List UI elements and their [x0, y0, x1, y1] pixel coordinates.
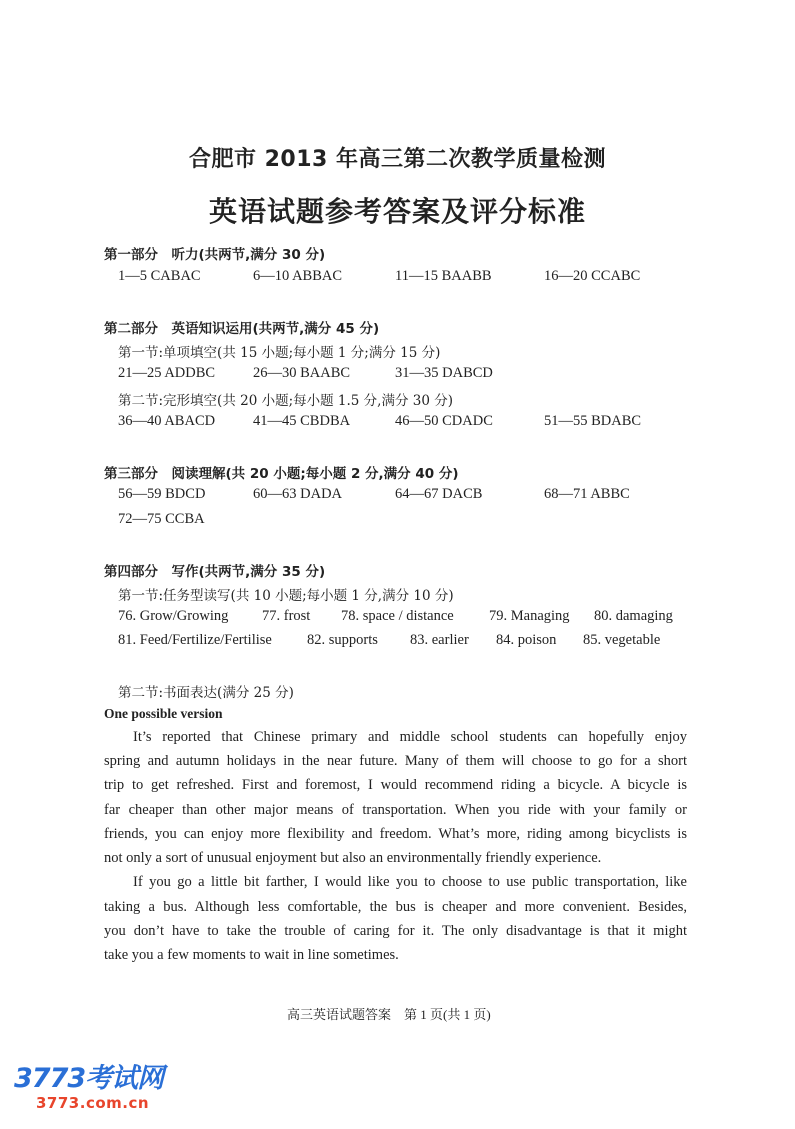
part4-sec2-label: 第二节:书面表达(满分 25 分): [118, 685, 294, 701]
essay-line: trip to get refreshed. First and foremost, I would recommend riding a bicycle. A bicycle is: [104, 777, 687, 793]
essay-line: far cheaper than other major means of transportation. When you ride with your family or: [104, 802, 687, 818]
part4-sec1-label: 第一节:任务型读写(共 10 小题;每小题 1 分,满分 10 分): [118, 588, 454, 604]
part2-heading: 第二部分 英语知识运用(共两节,满分 45 分): [104, 321, 380, 337]
page-footer: 高三英语试题答案 第 1 页(共 1 页): [287, 1007, 491, 1022]
essay-line: take you a few moments to wait in line sometimes.: [104, 947, 399, 963]
answer-group: 31—35 DABCD: [395, 365, 493, 381]
essay-line: spring and autumn holidays in the near future. Many of them will choose to go for a short: [104, 753, 687, 769]
answer-group: 21—25 ADDBC: [118, 365, 216, 381]
answer-item: 76. Grow/Growing: [118, 608, 229, 624]
answer-group: 64—67 DACB: [395, 486, 483, 502]
part1-heading: 第一部分 听力(共两节,满分 30 分): [104, 247, 326, 263]
answer-group: 56—59 BDCD: [118, 486, 206, 502]
answer-group: 16—20 CCABC: [544, 268, 641, 284]
part3-heading: 第三部分 阅读理解(共 20 小题;每小题 2 分,满分 40 分): [104, 466, 459, 482]
answer-group: 46—50 CDADC: [395, 413, 493, 429]
answer-item: 78. space / distance: [341, 608, 454, 624]
answer-item: 85. vegetable: [583, 632, 661, 648]
logo-url-text: 3773.com.cn: [36, 1094, 150, 1112]
answer-item: 82. supports: [307, 632, 378, 648]
part2-sec2-label: 第二节:完形填空(共 20 小题;每小题 1.5 分,满分 30 分): [118, 393, 453, 409]
site-logo[interactable]: [14, 1064, 163, 1112]
answer-group: 26—30 BAABC: [253, 365, 351, 381]
answer-group: 11—15 BAABB: [395, 268, 492, 284]
answer-item: 81. Feed/Fertilize/Fertilise: [118, 632, 272, 648]
document-title: 合肥市 2013 年高三第二次教学质量检测: [188, 147, 607, 172]
essay-line: not only a sort of unusual enjoyment but also an environmentally friendly experience.: [104, 850, 602, 866]
answer-item: 84. poison: [496, 632, 557, 648]
answer-item: 79. Managing: [489, 608, 570, 624]
answer-group: 6—10 ABBAC: [253, 268, 343, 284]
answer-group: 1—5 CABAC: [118, 268, 201, 284]
essay-line: It’s reported that Chinese primary and middle school students can hopefully enjoy: [133, 729, 687, 745]
answer-item: 80. damaging: [594, 608, 673, 624]
essay-line: If you go a little bit farther, I would like you to choose to use public transportation, like: [133, 874, 687, 890]
part2-sec1-label: 第一节:单项填空(共 15 小题;每小题 1 分;满分 15 分): [118, 345, 441, 361]
version-label: One possible version: [104, 706, 223, 721]
essay-line: taking a bus. Although less comfortable, the bus is cheaper and more convenient. Besides,: [104, 899, 687, 915]
answer-item: 83. earlier: [410, 632, 469, 648]
answer-item: 77. frost: [262, 608, 311, 624]
answer-group: 60—63 DADA: [253, 486, 343, 502]
essay-line: you don’t have to take the trouble of caring for it. The only disadvantage is that it might: [104, 923, 687, 939]
answer-group: 36—40 ABACD: [118, 413, 216, 429]
answer-group: 41—45 CBDBA: [253, 413, 351, 429]
logo-main-text: 3773考试网: [14, 1063, 164, 1094]
answer-group: 68—71 ABBC: [544, 486, 630, 502]
part4-heading: 第四部分 写作(共两节,满分 35 分): [104, 564, 326, 580]
answer-group: 72—75 CCBA: [118, 511, 205, 527]
document-subtitle: 英语试题参考答案及评分标准: [208, 195, 586, 228]
answer-group: 51—55 BDABC: [544, 413, 642, 429]
essay-line: friends, you can enjoy more flexibility and freedom. What’s more, riding among bicyclists is: [104, 826, 687, 842]
